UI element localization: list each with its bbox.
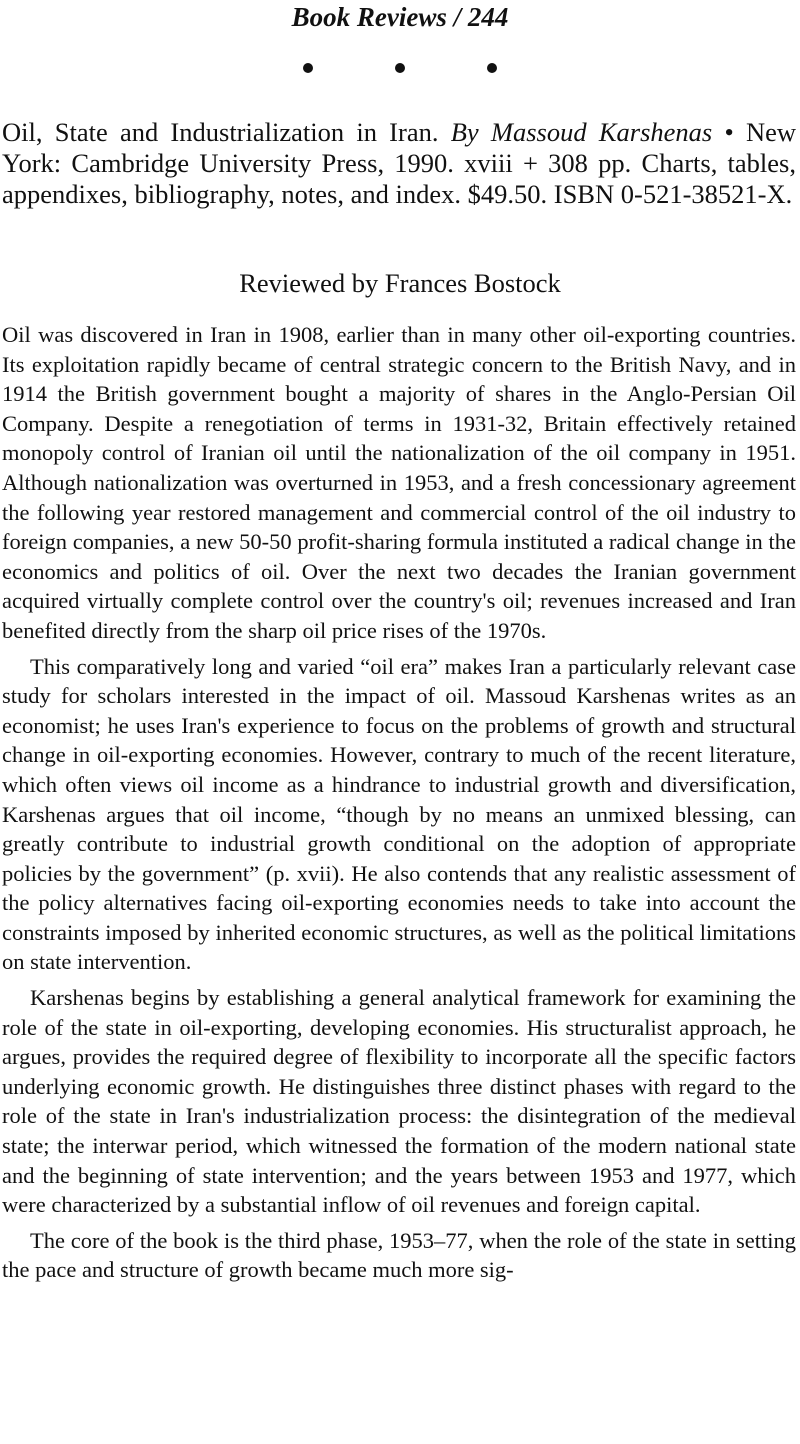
dot-icon: [487, 63, 497, 73]
paragraph: Oil was discovered in Iran in 1908, earlier than in many other oil-exporting countries. Its exploitation rapidly became of central strategic concern to the British Navy, and in 1914 the British government bought a majority of shares in the Anglo-Persian Oil Company. Despite a renegotiation of terms in 1931-32, Britain effectively retained monopoly control of Iranian oil until the nationalization of the oil company in 1951. Although nationalization was overturned in 1953, and a fresh concessionary agreement the following year restored management and commercial control of the oil industry to foreign companies, a new 50-50 profit-sharing formula instituted a radical change in the economics and politics of oil. Over the next two decades the Iranian government acquired virtually complete control over the country's oil; revenues increased and Iran benefited directly from the sharp oil price rises of the 1970s.: [2, 322, 796, 643]
running-head: Book Reviews / 244: [291, 2, 509, 32]
dot-icon: [303, 63, 313, 73]
book-author: By Massoud Karshenas: [450, 117, 713, 147]
paragraph: The core of the book is the third phase, 1953–77, when the role of the state in setting the pace and structure of growth became much more sig-: [2, 1227, 796, 1283]
publication-details: • New York: Cambridge University Press, 1990. xviii + 308 pp. Charts, tables, appendixes, bibliography, notes, and index. $49.50. ISBN 0-521-38521-X.: [2, 117, 797, 209]
book-citation: [2, 117, 796, 210]
section-separator: [0, 62, 800, 78]
dot-icon: [395, 63, 405, 73]
book-title: Oil, State and Industrialization in Iran.: [2, 117, 439, 147]
review-body: [2, 320, 796, 1285]
paragraph: This comparatively long and varied “oil era” makes Iran a particularly relevant case study for scholars interested in the impact of oil. Massoud Karshenas writes as an economist; he uses Iran's experience to focus on the problems of growth and structural change in oil-exporting economies. However, contrary to much of the recent literature, which often views oil income as a hindrance to industrial growth and diversification, Karshenas argues that oil income, “though by no means an unmixed blessing, can greatly contribute to industrial growth conditional on the adoption of appropriate policies by the government” (p. xvii). He also contends that any realistic assessment of the policy alternatives facing oil-exporting economies needs to take into account the constraints imposed by inherited economic structures, as well as the political limitations on state intervention.: [2, 653, 796, 975]
paragraph: Karshenas begins by establishing a general analytical framework for examining the role of the state in oil-exporting, developing economies. His structuralist approach, he argues, provides the required degree of flexibility to incorporate all the specific factors underlying economic growth. He distinguishes three distinct phases with regard to the role of the state in Iran's industrialization process: the disintegration of the medieval state; the interwar period, which witnessed the formation of the modern national state and the beginning of state intervention; and the years between 1953 and 1977, which were characterized by a substantial inflow of oil revenues and foreign capital.: [2, 985, 796, 1218]
reviewer-line: Reviewed by Frances Bostock: [239, 268, 561, 298]
